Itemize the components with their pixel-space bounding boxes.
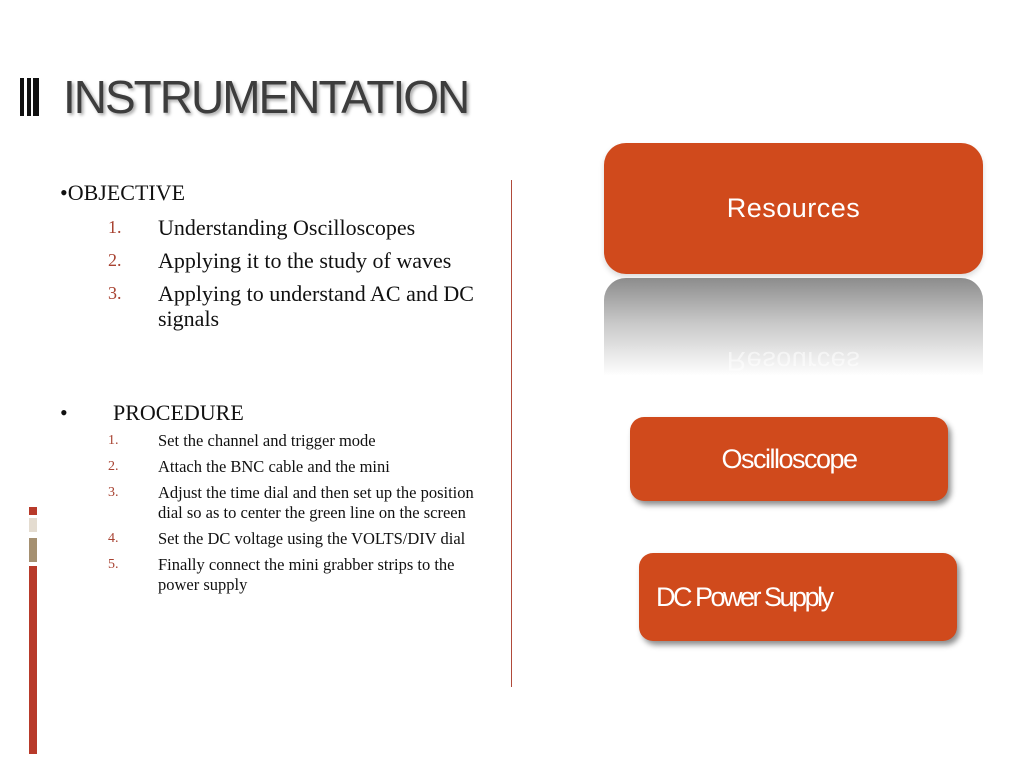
- list-number: 1.: [108, 433, 119, 448]
- list-text: Finally connect the mini grabber strips to the power supply: [158, 555, 455, 594]
- list-text: Set the channel and trigger mode: [158, 431, 376, 450]
- procedure-bullet: •: [60, 400, 68, 425]
- objective-heading: •OBJECTIVE: [60, 180, 186, 205]
- list-item: [60, 431, 498, 451]
- accent-strip: [29, 538, 37, 562]
- list-number: 3.: [108, 485, 119, 500]
- list-text: Understanding Oscilloscopes: [158, 215, 416, 240]
- list-number: 4.: [108, 531, 119, 546]
- list-item: [60, 281, 488, 331]
- list-text: Adjust the time dial and then set up the position dial so as to center the green line on the screen: [158, 483, 474, 522]
- procedure-list: [60, 431, 498, 601]
- list-number: 2.: [108, 250, 122, 270]
- resources-reflection-text: Resources: [726, 346, 861, 376]
- list-text: Attach the BNC cable and the mini: [158, 457, 390, 476]
- list-item: [60, 215, 488, 240]
- title-bars-decoration: [20, 78, 44, 116]
- column-divider: [511, 180, 512, 687]
- slide-title: INSTRUMENTATION: [63, 71, 469, 123]
- list-number: 3.: [108, 283, 122, 303]
- list-item: [60, 529, 498, 549]
- list-number: 5.: [108, 557, 119, 572]
- accent-strip: [29, 518, 37, 532]
- list-number: 2.: [108, 459, 119, 474]
- objective-list: [60, 215, 488, 339]
- dc-power-supply-box: DC Power Supply: [639, 553, 957, 641]
- list-item: [60, 457, 498, 477]
- resources-reflection: [604, 278, 983, 376]
- oscilloscope-box: Oscilloscope: [630, 417, 948, 501]
- list-number: 1.: [108, 217, 122, 237]
- procedure-heading: [60, 400, 244, 426]
- list-text: Applying it to the study of waves: [158, 248, 452, 273]
- procedure-heading-text: PROCEDURE: [113, 400, 244, 425]
- list-item: [60, 483, 498, 523]
- list-item: [60, 555, 498, 595]
- accent-strip: [29, 507, 37, 515]
- list-text: Set the DC voltage using the VOLTS/DIV dial: [158, 529, 466, 548]
- resources-box: Resources: [604, 143, 983, 274]
- accent-strip: [29, 566, 37, 754]
- list-item: [60, 248, 488, 273]
- list-text: Applying to understand AC and DC signals: [158, 281, 474, 331]
